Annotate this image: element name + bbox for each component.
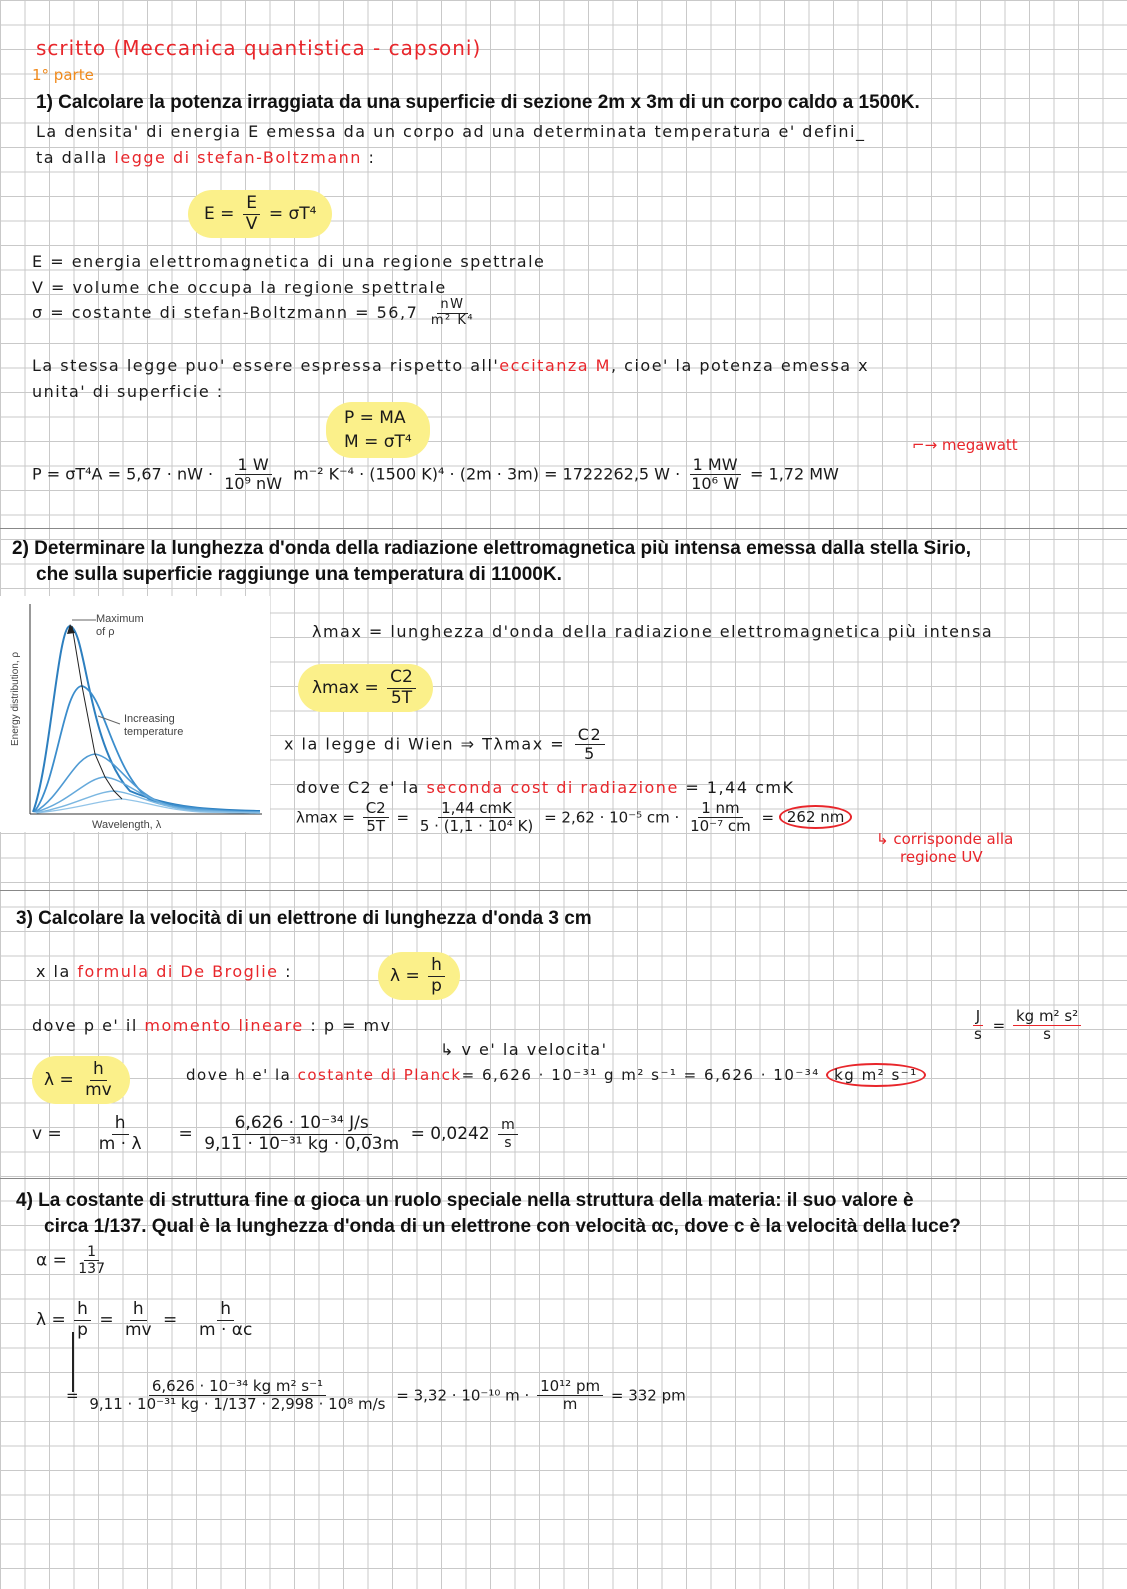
separator bbox=[0, 890, 1127, 891]
velocity-note: ↳ v e' la velocita' bbox=[440, 1040, 608, 1059]
formula-exitance: P = MA M = σT⁴ bbox=[326, 402, 430, 458]
lambda-max-calculation: λmax = $\frac{C2}{5T}$ = $\frac{\text{1,44 cmK}}{\text{5 · (1,1 · 10⁴ K)}}$ = 2,62 · 10⁻⁵ cm · $\frac{1 nm}{\text{10⁻⁷ cm}}$ = 262 nm bbox=[296, 800, 852, 836]
label-temperature: temperature bbox=[124, 726, 184, 738]
lambda-max-definition: λmax = lunghezza d'onda della radiazione elettromagnetica più intensa bbox=[312, 622, 994, 641]
p1-text-3: La stessa legge puo' essere espressa rispetto all'eccitanza M, cioe' la potenza emessa x bbox=[32, 356, 870, 375]
part-label: 1° parte bbox=[32, 66, 94, 84]
result-262nm: 262 nm bbox=[779, 805, 853, 829]
separator bbox=[0, 528, 1127, 529]
y-axis-label: Energy distribution, ρ bbox=[10, 651, 21, 746]
velocity-calculation: v = $\frac{h}{m \cdot \lambda}$ = $\frac{\text{6,626 · 10⁻³⁴ J/s}}{\text{9,11 · 10⁻³¹ kg · 0,03m}}$ = 0,0242 $\frac{m}{s}$ bbox=[32, 1114, 521, 1154]
question-4: 4) La costante di struttura fine α gioca un ruolo speciale nella struttura della materia: il suo valore è bbox=[16, 1190, 914, 1211]
question-1: 1) Calcolare la potenza irraggiata da una superficie di sezione 2m x 3m di un corpo caldo a 1500K. bbox=[36, 92, 920, 113]
exitance-term: eccitanza M bbox=[499, 356, 611, 375]
label-increasing: Increasing bbox=[124, 713, 175, 725]
question-3: 3) Calcolare la velocità di un elettrone di lunghezza d'onda 3 cm bbox=[16, 908, 592, 929]
question-2-cont: che sulla superficie raggiunge una temperatura di 11000K. bbox=[36, 564, 562, 585]
formula-energy-density: E = $\frac{E}{V}$ = σT⁴ bbox=[188, 190, 332, 238]
formula-lambda-mv: λ = $\frac{h}{mv}$ bbox=[32, 1056, 130, 1104]
planck-constant-line: dove h e' la costante di Planck= 6,626 · 10⁻³¹ g m² s⁻¹ = 6,626 · 10⁻³⁴ kg m² s⁻¹ bbox=[186, 1066, 926, 1084]
definition-sigma: σ = costante di stefan-Boltzmann = 56,7 $\frac{nW}{\text{m² K⁴}}$ bbox=[32, 297, 475, 328]
p1-text-4: unita' di superficie : bbox=[32, 382, 224, 401]
power-calculation: P = σT⁴A = 5,67 · nW · $\frac{1 W}{\text{10⁹ nW}}$ m⁻² K⁻⁴ · (1500 K)⁴ · (2m · 3m) = 1722262,5 W · $\frac{1 MW}{\text{10⁶ W}}$ = 1,72 MW bbox=[32, 455, 839, 494]
wavelength-calculation: = $\frac{\text{6,626 · 10⁻³⁴ kg m² s⁻¹}}{\text{9,11 · 10⁻³¹ kg · 1/137 · 2,998 · 10⁸ m/s}}$ = 3,32 · 10⁻¹⁰ m · $\frac{\text{10¹² pm}}{m}$ = 332 pm bbox=[66, 1377, 686, 1414]
planck-units-circle: kg m² s⁻¹ bbox=[826, 1063, 926, 1087]
p1-text-1: La densita' di energia E emessa da un corpo ad una determinata temperatura e' defini_ bbox=[36, 122, 866, 141]
megawatt-note: ⌐→ megawatt bbox=[912, 436, 1018, 454]
unit-conversion-note: $\frac{J}{s}$ = $\frac{\text{kg m² s²}}{s}$ bbox=[968, 1008, 1084, 1044]
label-maximum: Maximum bbox=[96, 613, 144, 625]
lambda-derivation: λ = $\frac{h}{p}$ = $\frac{h}{mv}$ = $\frac{h}{m \cdot \alpha c}$ bbox=[36, 1299, 253, 1340]
question-4-cont: circa 1/137. Qual è la lunghezza d'onda di un elettrone con velocità αc, dove c è la velocità della luce? bbox=[44, 1216, 961, 1237]
page-title: scritto (Meccanica quantistica - capsoni) bbox=[36, 36, 482, 60]
label-maximum-2: of ρ bbox=[96, 626, 115, 638]
p1-text-2: ta dalla legge di stefan-Boltzmann : bbox=[36, 148, 376, 167]
definition-V: V = volume che occupa la regione spettrale bbox=[32, 278, 447, 297]
linear-momentum-line: dove p e' il momento lineare : p = mv bbox=[32, 1016, 392, 1035]
de-broglie-line: x la formula di De Broglie : bbox=[36, 962, 292, 981]
second-radiation-constant: dove C2 e' la seconda cost di radiazione = 1,44 cmK bbox=[296, 778, 795, 797]
wien-law: x la legge di Wien ⇒ Tλmax = $\frac{C2}{5}$ bbox=[284, 726, 608, 764]
planck-curves-figure bbox=[0, 596, 270, 832]
planck-curves-chart bbox=[0, 596, 270, 832]
stefan-boltzmann-law: legge di stefan-Boltzmann bbox=[114, 148, 362, 167]
alpha-definition: α = $\frac{1}{137}$ bbox=[36, 1244, 105, 1278]
separator bbox=[0, 1178, 1127, 1179]
question-2: 2) Determinare la lunghezza d'onda della radiazione elettromagnetica più intensa emessa dalla stella Sirio, bbox=[12, 538, 972, 559]
formula-lambda-max: λmax = $\frac{C2}{5T}$ bbox=[298, 664, 433, 712]
uv-region-note: ↳ corrisponde alla regione UV bbox=[876, 830, 1014, 866]
formula-de-broglie: λ = $\frac{h}{p}$ bbox=[378, 952, 460, 1000]
x-axis-label: Wavelength, λ bbox=[92, 819, 162, 831]
definition-E: E = energia elettromagnetica di una regione spettrale bbox=[32, 252, 546, 271]
